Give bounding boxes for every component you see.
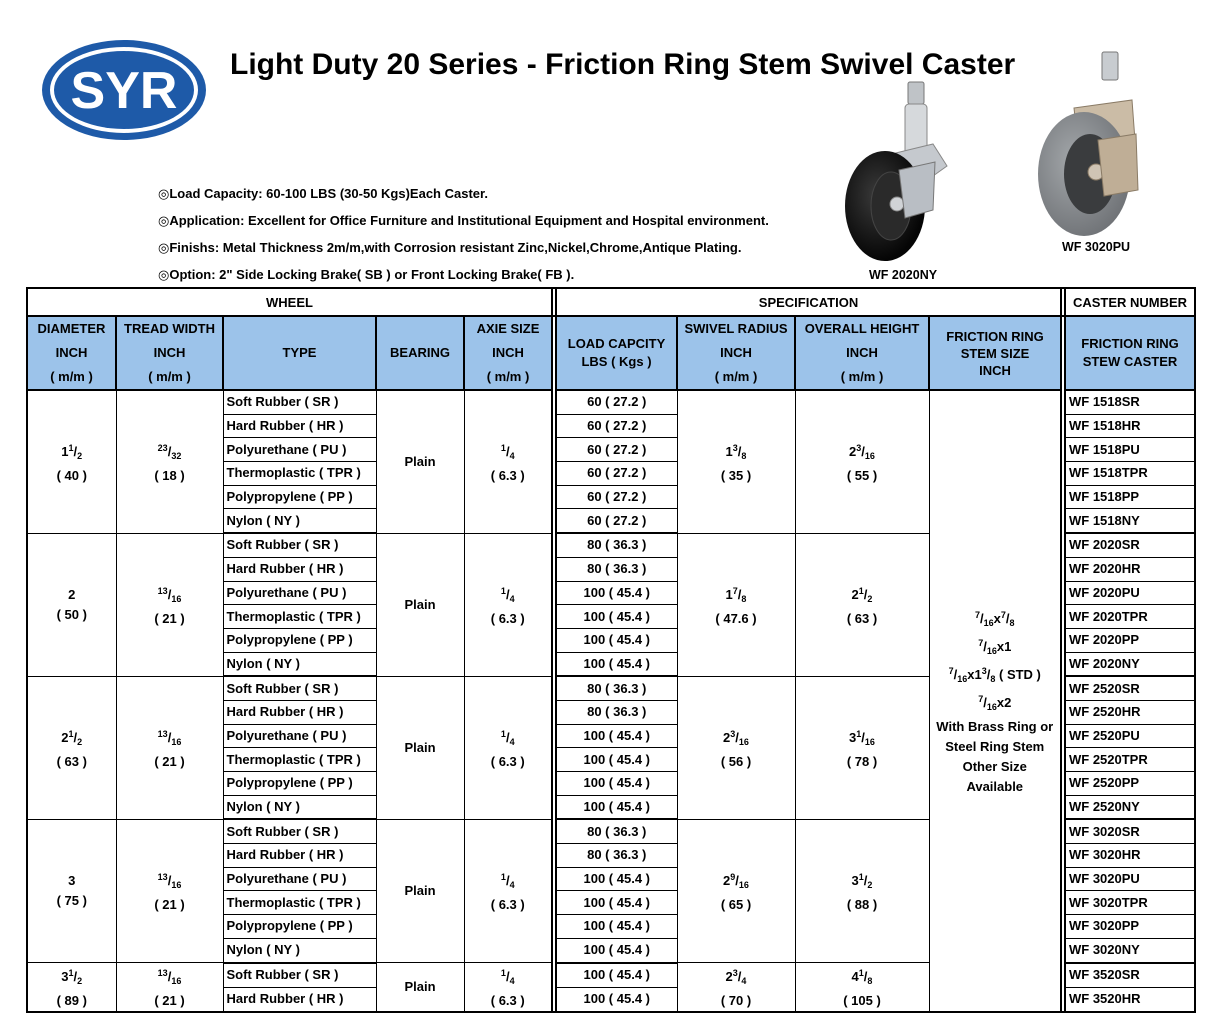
wheel-type-cell: Polypropylene ( PP ) xyxy=(223,915,376,939)
diameter-cell: $3^1/_2$ ( 89 ) xyxy=(27,963,116,1013)
caster-number-cell: WF 2520SR xyxy=(1065,676,1195,700)
wheel-type-cell: Soft Rubber ( SR ) xyxy=(223,390,376,414)
load-capacity-cell: 100 ( 45.4 ) xyxy=(556,772,677,796)
group-caster-number: CASTER NUMBER xyxy=(1065,288,1195,316)
wheel-type-cell: Thermoplastic ( TPR ) xyxy=(223,891,376,915)
header-axle-size: AXIE SIZE INCH ( m/m ) xyxy=(464,316,552,390)
load-capacity-cell: 100 ( 45.4 ) xyxy=(556,748,677,772)
load-capacity-cell: 60 ( 27.2 ) xyxy=(556,509,677,533)
wheel-type-cell: Thermoplastic ( TPR ) xyxy=(223,748,376,772)
caster-photo-wf2020ny xyxy=(835,78,960,266)
swivel-radius-cell: $2^3/_{16}$ ( 56 ) xyxy=(677,676,795,819)
header-bearing: BEARING xyxy=(376,316,464,390)
load-capacity-cell: 80 ( 36.3 ) xyxy=(556,819,677,843)
load-capacity-cell: 80 ( 36.3 ) xyxy=(556,533,677,557)
axle-size-cell: $^1/_4$ ( 6.3 ) xyxy=(464,676,552,819)
wheel-type-cell: Nylon ( NY ) xyxy=(223,795,376,819)
caster-number-cell: WF 2020PU xyxy=(1065,581,1195,605)
header-tread-width: TREAD WIDTH INCH ( m/m ) xyxy=(116,316,223,390)
header-caster: FRICTION RING STEW CASTER xyxy=(1065,316,1195,390)
caster-number-cell: WF 2520PU xyxy=(1065,724,1195,748)
wheel-type-cell: Soft Rubber ( SR ) xyxy=(223,676,376,700)
caster-number-cell: WF 1518HR xyxy=(1065,414,1195,438)
wheel-type-cell: Soft Rubber ( SR ) xyxy=(223,819,376,843)
axle-size-cell: $^1/_4$ ( 6.3 ) xyxy=(464,390,552,533)
load-capacity-cell: 100 ( 45.4 ) xyxy=(556,963,677,988)
caster-number-cell: WF 3020HR xyxy=(1065,844,1195,868)
load-capacity-cell: 80 ( 36.3 ) xyxy=(556,700,677,724)
wheel-type-cell: Polyurethane ( PU ) xyxy=(223,438,376,462)
caster-spec-table xyxy=(26,287,1196,1013)
swivel-radius-cell: $1^3/_8$ ( 35 ) xyxy=(677,390,795,533)
spec-load-capacity: ◎Load Capacity: 60-100 LBS (30-50 Kgs)Each Caster. xyxy=(158,186,488,201)
tread-width-cell: $^{13}/_{16}$ ( 21 ) xyxy=(116,533,223,676)
caster-number-cell: WF 3520SR xyxy=(1065,963,1195,988)
load-capacity-cell: 100 ( 45.4 ) xyxy=(556,628,677,652)
wheel-type-cell: Polypropylene ( PP ) xyxy=(223,772,376,796)
wheel-type-cell: Thermoplastic ( TPR ) xyxy=(223,605,376,629)
header-diameter: DIAMETER INCH ( m/m ) xyxy=(27,316,116,390)
wheel-type-cell: Soft Rubber ( SR ) xyxy=(223,533,376,557)
wheel-type-cell: Hard Rubber ( HR ) xyxy=(223,557,376,581)
overall-height-cell: $2^1/_2$ ( 63 ) xyxy=(795,533,929,676)
caster-number-cell: WF 2020TPR xyxy=(1065,605,1195,629)
caster-number-cell: WF 3020NY xyxy=(1065,938,1195,962)
wheel-type-cell: Hard Rubber ( HR ) xyxy=(223,700,376,724)
load-capacity-cell: 100 ( 45.4 ) xyxy=(556,795,677,819)
load-capacity-cell: 60 ( 27.2 ) xyxy=(556,485,677,509)
bearing-cell: Plain xyxy=(376,819,464,962)
caster-number-cell: WF 1518PP xyxy=(1065,485,1195,509)
axle-size-cell: $^1/_4$ ( 6.3 ) xyxy=(464,533,552,676)
group-specification: SPECIFICATION xyxy=(556,288,1061,316)
load-capacity-cell: 80 ( 36.3 ) xyxy=(556,676,677,700)
load-capacity-cell: 80 ( 36.3 ) xyxy=(556,844,677,868)
load-capacity-cell: 100 ( 45.4 ) xyxy=(556,891,677,915)
caster-number-cell: WF 3520HR xyxy=(1065,987,1195,1012)
wheel-type-cell: Polypropylene ( PP ) xyxy=(223,628,376,652)
wheel-type-cell: Polypropylene ( PP ) xyxy=(223,485,376,509)
spec-application: ◎Application: Excellent for Office Furniture and Institutional Equipment and Hospital environment. xyxy=(158,213,769,228)
wheel-type-cell: Nylon ( NY ) xyxy=(223,509,376,533)
load-capacity-cell: 100 ( 45.4 ) xyxy=(556,915,677,939)
caster-number-cell: WF 2520NY xyxy=(1065,795,1195,819)
diameter-cell: 2 ( 50 ) xyxy=(27,533,116,676)
load-capacity-cell: 100 ( 45.4 ) xyxy=(556,605,677,629)
load-capacity-cell: 100 ( 45.4 ) xyxy=(556,867,677,891)
wheel-type-cell: Polyurethane ( PU ) xyxy=(223,581,376,605)
caster-number-cell: WF 1518NY xyxy=(1065,509,1195,533)
caster-number-cell: WF 3020TPR xyxy=(1065,891,1195,915)
caster-number-cell: WF 2020PP xyxy=(1065,628,1195,652)
caster-number-cell: WF 2520PP xyxy=(1065,772,1195,796)
caster-caption-2: WF 3020PU xyxy=(1062,240,1131,254)
load-capacity-cell: 60 ( 27.2 ) xyxy=(556,462,677,486)
wheel-type-cell: Hard Rubber ( HR ) xyxy=(223,844,376,868)
caster-photo-wf3020pu xyxy=(1032,50,1152,240)
caster-number-cell: WF 1518TPR xyxy=(1065,462,1195,486)
spec-finishes: ◎Finishs: Metal Thickness 2m/m,with Corrosion resistant Zinc,Nickel,Chrome,Antique Plating. xyxy=(158,240,742,255)
wheel-type-cell: Hard Rubber ( HR ) xyxy=(223,414,376,438)
caster-number-cell: WF 2020HR xyxy=(1065,557,1195,581)
tread-width-cell: $^{23}/_{32}$ ( 18 ) xyxy=(116,390,223,533)
header-type: TYPE xyxy=(223,316,376,390)
header-swivel-radius: SWIVEL RADIUS INCH ( m/m ) xyxy=(677,316,795,390)
load-capacity-cell: 60 ( 27.2 ) xyxy=(556,390,677,414)
header-overall-height: OVERALL HEIGHT INCH ( m/m ) xyxy=(795,316,929,390)
caster-number-cell: WF 3020PP xyxy=(1065,915,1195,939)
bearing-cell: Plain xyxy=(376,963,464,1013)
header-stem-size: FRICTION RING STEM SIZE INCH xyxy=(929,316,1061,390)
load-capacity-cell: 100 ( 45.4 ) xyxy=(556,581,677,605)
load-capacity-cell: 60 ( 27.2 ) xyxy=(556,438,677,462)
diameter-cell: 3 ( 75 ) xyxy=(27,819,116,962)
tread-width-cell: $^{13}/_{16}$ ( 21 ) xyxy=(116,676,223,819)
tread-width-cell: $^{13}/_{16}$ ( 21 ) xyxy=(116,819,223,962)
caster-number-cell: WF 3020SR xyxy=(1065,819,1195,843)
table-row xyxy=(27,390,1195,414)
load-capacity-cell: 60 ( 27.2 ) xyxy=(556,414,677,438)
load-capacity-cell: 100 ( 45.4 ) xyxy=(556,938,677,962)
caster-number-cell: WF 2020NY xyxy=(1065,652,1195,676)
wheel-type-cell: Soft Rubber ( SR ) xyxy=(223,963,376,988)
bearing-cell: Plain xyxy=(376,390,464,533)
overall-height-cell: $4^1/_8$ ( 105 ) xyxy=(795,963,929,1013)
axle-size-cell: $^1/_4$ ( 6.3 ) xyxy=(464,819,552,962)
diameter-cell: $2^1/_2$ ( 63 ) xyxy=(27,676,116,819)
group-wheel: WHEEL xyxy=(27,288,552,316)
bearing-cell: Plain xyxy=(376,676,464,819)
wheel-type-cell: Polyurethane ( PU ) xyxy=(223,867,376,891)
caster-number-cell: WF 1518PU xyxy=(1065,438,1195,462)
tread-width-cell: $^{13}/_{16}$ ( 21 ) xyxy=(116,963,223,1013)
overall-height-cell: $2^3/_{16}$ ( 55 ) xyxy=(795,390,929,533)
caster-number-cell: WF 2520HR xyxy=(1065,700,1195,724)
overall-height-cell: $3^1/_2$ ( 88 ) xyxy=(795,819,929,962)
header-load-capacity: LOAD CAPCITY LBS ( Kgs ) xyxy=(556,316,677,390)
diameter-cell: $1^1/_2$ ( 40 ) xyxy=(27,390,116,533)
caster-number-cell: WF 1518SR xyxy=(1065,390,1195,414)
bearing-cell: Plain xyxy=(376,533,464,676)
swivel-radius-cell: $2^3/_4$ ( 70 ) xyxy=(677,963,795,1013)
stem-size-note: $^7/_{16}x^7/_8$ $^7/_{16}x1$ $^7/_{16}x1^3/_8$ ( STD ) $^7/_{16}x2$ With Brass Ring or Steel Ring Stem Other Size Available xyxy=(929,390,1061,1012)
swivel-radius-cell: $2^9/_{16}$ ( 65 ) xyxy=(677,819,795,962)
spec-option: ◎Option: 2" Side Locking Brake( SB ) or Front Locking Brake( FB ). xyxy=(158,267,575,282)
load-capacity-cell: 80 ( 36.3 ) xyxy=(556,557,677,581)
caster-number-cell: WF 3020PU xyxy=(1065,867,1195,891)
load-capacity-cell: 100 ( 45.4 ) xyxy=(556,652,677,676)
caster-number-cell: WF 2520TPR xyxy=(1065,748,1195,772)
overall-height-cell: $3^1/_{16}$ ( 78 ) xyxy=(795,676,929,819)
caster-caption-1: WF 2020NY xyxy=(869,268,938,282)
wheel-type-cell: Nylon ( NY ) xyxy=(223,652,376,676)
page-title: Light Duty 20 Series - Friction Ring Stem Swivel Caster xyxy=(230,48,1016,81)
load-capacity-cell: 100 ( 45.4 ) xyxy=(556,724,677,748)
swivel-radius-cell: $1^7/_8$ ( 47.6 ) xyxy=(677,533,795,676)
syr-logo xyxy=(40,38,208,142)
logo-text: SYR xyxy=(70,62,178,120)
axle-size-cell: $^1/_4$ ( 6.3 ) xyxy=(464,963,552,1013)
wheel-type-cell: Hard Rubber ( HR ) xyxy=(223,987,376,1012)
load-capacity-cell: 100 ( 45.4 ) xyxy=(556,987,677,1012)
wheel-type-cell: Thermoplastic ( TPR ) xyxy=(223,462,376,486)
wheel-type-cell: Nylon ( NY ) xyxy=(223,938,376,962)
wheel-type-cell: Polyurethane ( PU ) xyxy=(223,724,376,748)
caster-number-cell: WF 2020SR xyxy=(1065,533,1195,557)
